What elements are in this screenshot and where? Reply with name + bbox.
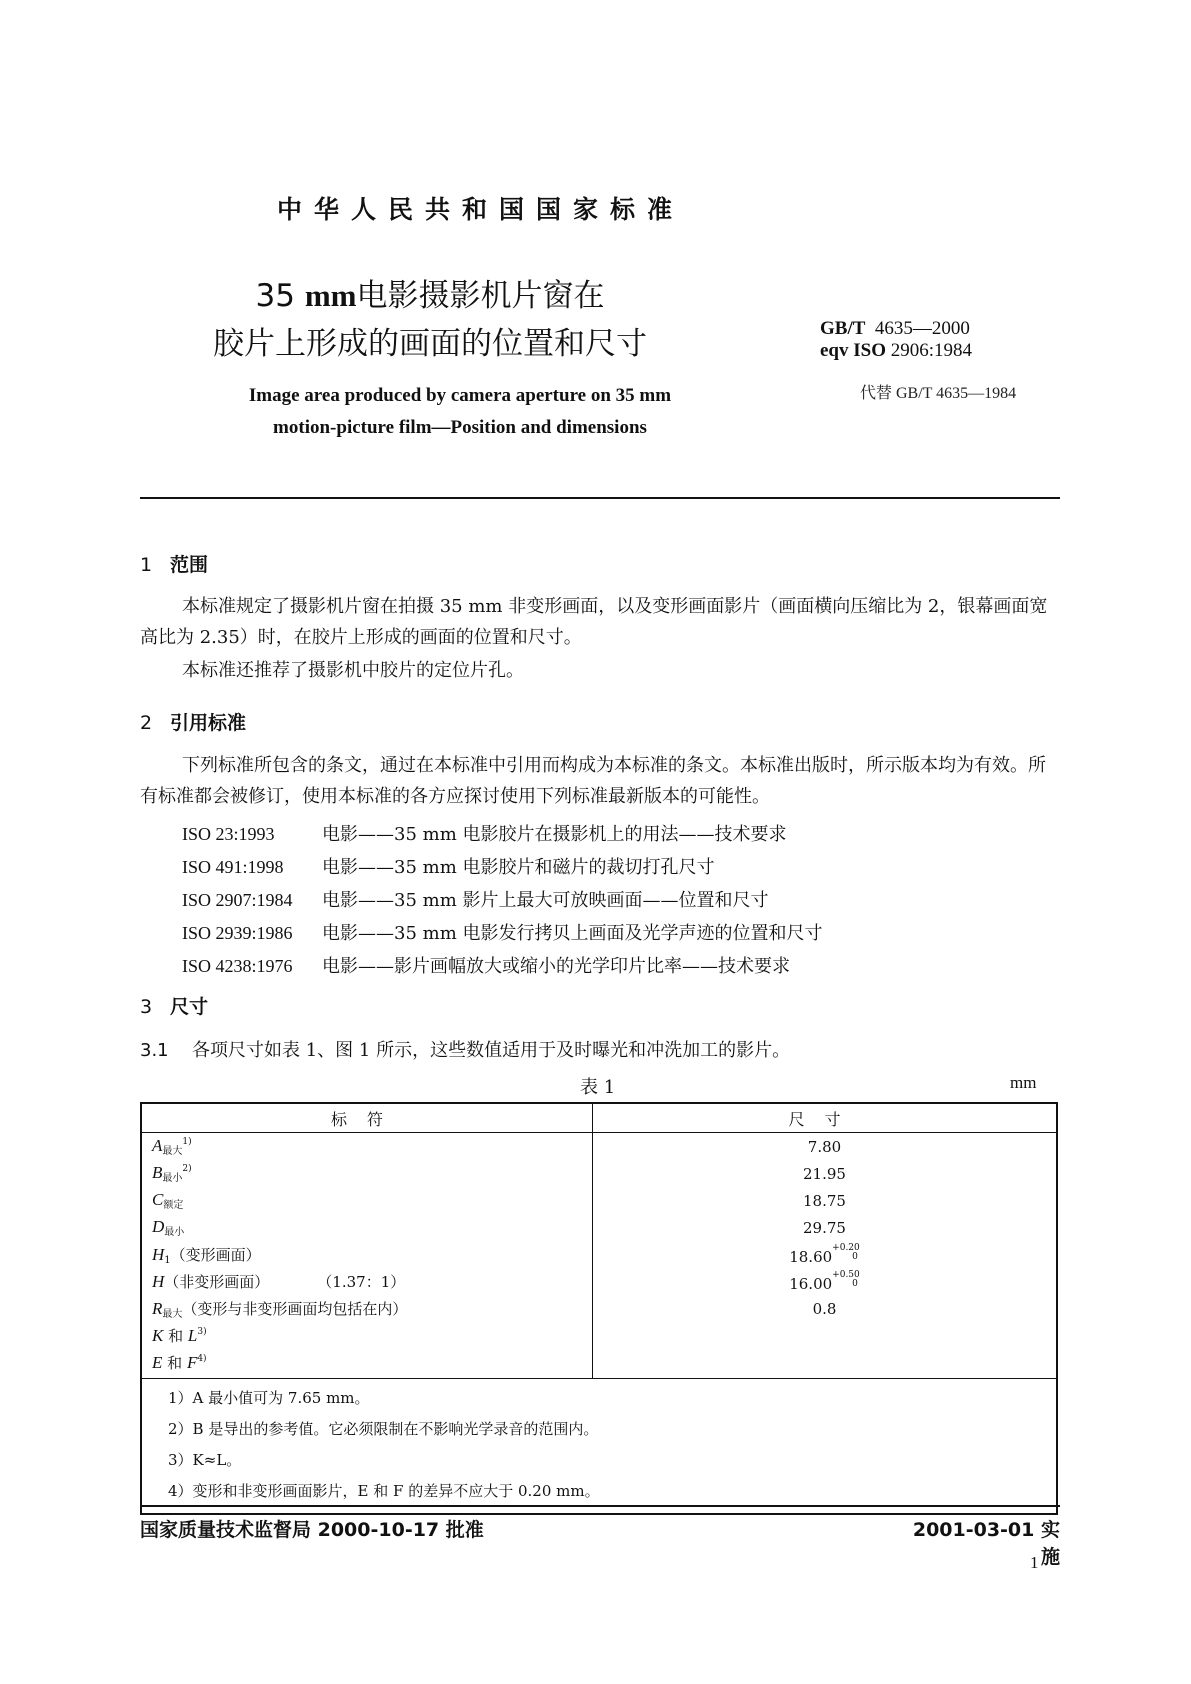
section-2-heading: 2 引用标准 xyxy=(140,712,247,734)
section-1-heading: 1 范围 xyxy=(140,554,209,576)
table-caption: 表 1 xyxy=(580,1077,616,1098)
value-cell: 29.75 xyxy=(803,1218,846,1237)
table-row xyxy=(141,1349,1057,1379)
symbol-cell: $A_{最大}^{1)}$ xyxy=(141,1133,593,1161)
header-divider xyxy=(140,497,1060,499)
column-header-dimension: 尺寸 xyxy=(593,1103,1058,1133)
symbol-cell: $B_{最小}^{2)}$ xyxy=(141,1160,593,1187)
table-notes-row xyxy=(141,1379,1057,1515)
table-row xyxy=(141,1160,1057,1187)
symbol-cell: $C_{额定}$ xyxy=(141,1187,593,1214)
standard-code: GB/T 4635—2000 xyxy=(820,318,970,339)
title-number: 35 xyxy=(255,278,295,314)
reference-item: ISO 491:1998 电影——35 mm 电影胶片和磁片的裁切打孔尺寸 xyxy=(182,857,715,878)
english-title xyxy=(150,380,770,444)
table-row xyxy=(141,1187,1057,1214)
table-row xyxy=(141,1133,1057,1161)
section-1-paragraph-1: 本标准规定了摄影机片窗在拍摄 35 mm 非变形画面，以及变形画面影片（画面横向压缩比为 2，银幕画面宽高比为 2.35）时，在胶片上形成的画面的位置和尺寸。 xyxy=(140,596,1048,648)
equivalent-standard: eqv ISO 2906:1984 xyxy=(820,340,973,361)
section-1-paragraph-2: 本标准还推荐了摄影机中胶片的定位片孔。 xyxy=(182,660,524,681)
reference-item: ISO 2907:1984 电影——35 mm 影片上最大可放映画面——位置和尺寸 xyxy=(182,890,769,911)
value-cell: 18.75 xyxy=(803,1191,846,1210)
value-cell xyxy=(593,1322,1058,1349)
title-line-2: 胶片上形成的画面的位置和尺寸 xyxy=(213,326,647,362)
table-note: 3）K≈L。 xyxy=(168,1451,242,1469)
title-unit: mm xyxy=(304,278,357,313)
tolerance: +0.50 0 xyxy=(832,1269,860,1289)
approval-line: 国家质量技术监督局 2000-10-17 批准 xyxy=(140,1519,484,1541)
table-row xyxy=(141,1241,1057,1268)
column-header-symbol: 标符 xyxy=(141,1103,593,1133)
reference-list xyxy=(182,818,822,983)
symbol-cell: $D_{最小}$ xyxy=(141,1214,593,1241)
english-title-line-2: motion-picture film—Position and dimensions xyxy=(273,417,647,438)
footer-divider xyxy=(140,1505,1060,1507)
value-cell: 0.8 xyxy=(812,1299,837,1318)
reference-item: ISO 4238:1976 电影——影片画幅放大或缩小的光学印片比率——技术要求 xyxy=(182,956,790,977)
replaces-standard: 代替 GB/T 4635—1984 xyxy=(860,385,1017,402)
tolerance: +0.20 0 xyxy=(832,1242,860,1262)
title-text-1: 电影摄影机片窗在 xyxy=(356,278,605,314)
value-cell: 21.95 xyxy=(803,1164,846,1183)
value-cell: 16.00+0.50 0 xyxy=(789,1269,860,1293)
reference-item: ISO 23:1993 电影——35 mm 电影胶片在摄影机上的用法——技术要求 xyxy=(182,824,787,845)
symbol-cell: H（非变形画面） （1.37：1） xyxy=(141,1268,593,1295)
section-3-heading: 3 尺寸 xyxy=(140,996,209,1018)
value-cell: 7.80 xyxy=(807,1137,842,1156)
national-standard-heading: 中华人民共和国国家标准 xyxy=(276,195,684,224)
symbol-cell: E 和 $F^{4)}$ xyxy=(141,1349,593,1379)
table-row xyxy=(141,1322,1057,1349)
table-unit: mm xyxy=(1010,1073,1037,1092)
table-note: 2）B 是导出的参考值。它必须限制在不影响光学录音的范围内。 xyxy=(168,1420,599,1438)
dimension-table xyxy=(140,1102,1058,1515)
section-2-paragraph: 下列标准所包含的条文，通过在本标准中引用而构成为本标准的条文。本标准出版时，所示版本均为有效。所有标准都会被修订，使用本标准的各方应探讨使用下列标准最新版本的可能性。 xyxy=(140,755,1046,807)
title-line-1 xyxy=(190,272,670,320)
symbol-cell: $R_{最大}$（变形与非变形画面均包括在内） xyxy=(141,1295,593,1322)
document-title xyxy=(190,272,670,368)
section-3-1-paragraph xyxy=(140,1036,790,1062)
value-cell xyxy=(593,1349,1058,1379)
value-cell: 18.60+0.20 0 xyxy=(789,1242,860,1266)
table-note: 1）A 最小值可为 7.65 mm。 xyxy=(168,1389,370,1407)
symbol-cell: K 和 $L^{3)}$ xyxy=(141,1322,593,1349)
page-number: 1 xyxy=(1030,1553,1039,1572)
clause-number: 3.1 xyxy=(140,1040,169,1061)
symbol-cell: $H_1$（变形画面） xyxy=(141,1241,593,1268)
table-row xyxy=(141,1295,1057,1322)
table-header-row xyxy=(141,1103,1057,1133)
clause-text: 各项尺寸如表 1、图 1 所示，这些数值适用于及时曝光和冲洗加工的影片。 xyxy=(192,1040,791,1061)
table-row xyxy=(141,1214,1057,1241)
standard-code-block xyxy=(820,318,972,362)
english-title-line-1: Image area produced by camera aperture on 35 mm xyxy=(248,385,672,406)
table-notes xyxy=(141,1379,1057,1515)
reference-item: ISO 2939:1986 电影——35 mm 电影发行拷贝上画面及光学声迹的位置和尺寸 xyxy=(182,923,823,944)
table-note: 4）变形和非变形画面影片，E 和 F 的差异不应大于 0.20 mm。 xyxy=(168,1482,600,1500)
table-row xyxy=(141,1268,1057,1295)
effective-date: 2001-03-01 实施 xyxy=(912,1519,1060,1568)
